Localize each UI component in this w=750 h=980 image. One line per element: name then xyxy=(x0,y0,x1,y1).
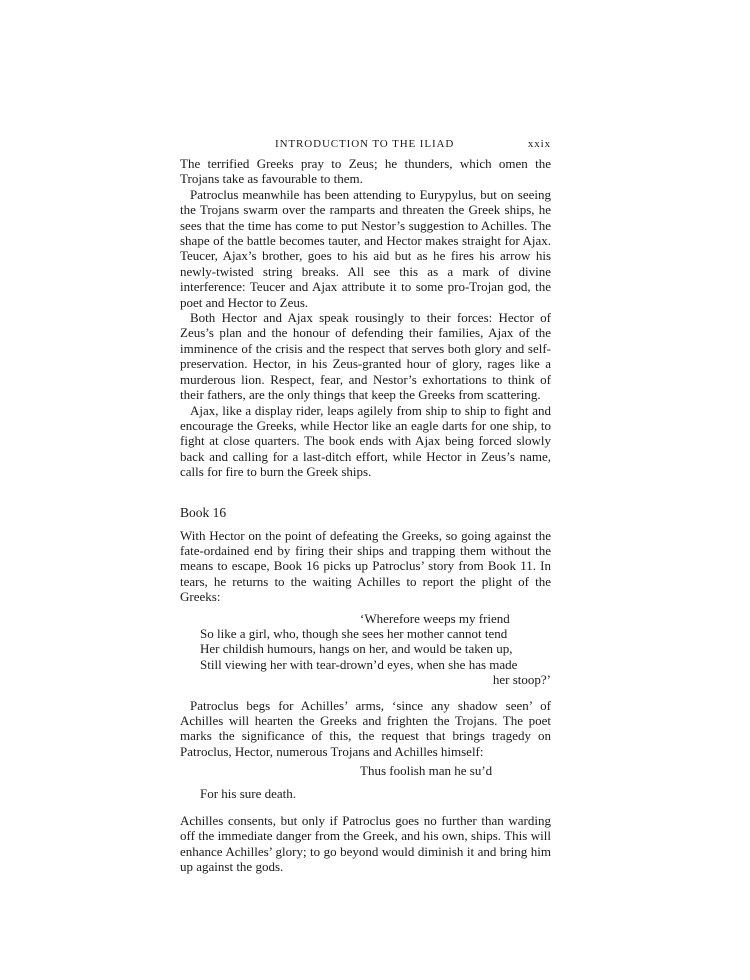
section-heading: Book 16 xyxy=(180,504,227,520)
verse-line: Her childish humours, hangs on her, and would be taken up, xyxy=(200,641,513,657)
paragraph: Patroclus begs for Achilles’ arms, ‘since any shadow seen’ of Achilles will hearten the Greeks and frighten the Trojans. The poet marks the significance of this, the request that brings tragedy on Patroclus, Hector, numerous Trojans and Achilles himself: xyxy=(180,697,551,759)
verse-line: ‘Wherefore weeps my friend xyxy=(360,610,510,626)
page-number: xxix xyxy=(527,138,551,150)
book-page xyxy=(180,138,551,875)
paragraph: With Hector on the point of defeating the Greeks, so going against the fate-ordained end by firing their ships and trapping them without the means to escape, Book 16 picks up Patroclus’ story from Book 11. In tears, he returns to the waiting Achilles to report the plight of the Greeks: xyxy=(180,527,551,605)
running-head xyxy=(180,138,551,150)
verse-quote xyxy=(180,611,551,688)
paragraph: Both Hector and Ajax speak rousingly to their forces: Hector of Zeus’s plan and the honour of defending their families, Ajax of the imminence of the crisis and the respect that serves both glory and self-preservation. Hector, in his Zeus-granted hour of glory, rages like a murderous lion. Respect, fear, and Nestor’s exhortations to think of their fathers, are the only things that keep the Greeks from scattering. xyxy=(180,310,551,403)
paragraph: Patroclus meanwhile has been attending to Eurypylus, but on seeing the Trojans swarm over the ramparts and threaten the Greek ships, he sees that the time has come to put Nestor’s suggestion to Achilles. The shape of the battle becomes tauter, and Hector makes straight for Ajax. Teucer, Ajax’s brother, goes to his aid but as he fires his arrow his newly-twisted string breaks. All see this as a mark of divine interference: Teucer and Ajax attribute it to some pro-Trojan god, the poet and Hector to Zeus. xyxy=(180,186,551,310)
paragraph: The terrified Greeks pray to Zeus; he thunders, which omen the Trojans take as favourable to them. xyxy=(180,156,551,187)
running-title: INTRODUCTION TO THE ILIAD xyxy=(275,138,455,150)
verse-line: So like a girl, who, though she sees her mother cannot tend xyxy=(200,625,508,641)
verse-quote xyxy=(180,763,551,801)
paragraph: Ajax, like a display rider, leaps agilely from ship to ship to fight and encourage the Greeks, while Hector like an eagle darts for one ship, to fight at close quarters. The book ends with Ajax being forced slowly back and calling for a last-ditch effort, while Hector in Zeus’s name, calls for fire to burn the Greek ships. xyxy=(180,402,551,480)
verse-line: her stoop?’ xyxy=(492,672,551,688)
verse-line: Thus foolish man he su’d xyxy=(360,763,493,779)
paragraph: Achilles consents, but only if Patroclus goes no further than warding off the immediate danger from the Greek, and his own, ships. This will enhance Achilles’ glory; to go beyond would diminish it and bring him up against the gods. xyxy=(180,813,551,875)
verse-line: For his sure death. xyxy=(200,785,297,801)
verse-line: Still viewing her with tear-drown’d eyes, when she has made xyxy=(200,656,518,672)
